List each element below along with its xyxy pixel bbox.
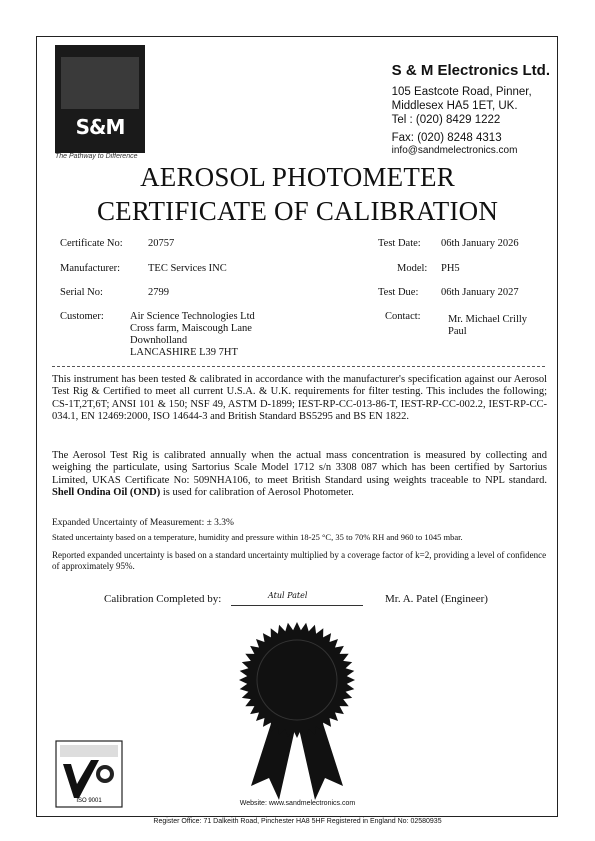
test-due-label: Test Due:: [378, 287, 419, 298]
divider: [52, 366, 545, 367]
customer-line-2: Cross farm, Maiscough Lane: [130, 323, 252, 334]
company-address-line-2: Middlesex HA5 1ET, UK.: [391, 100, 518, 112]
manufacturer-value: TEC Services INC: [148, 263, 227, 274]
company-logo: [55, 45, 145, 153]
contact-label: Contact:: [385, 311, 421, 322]
registered-office-footer: Register Office: 71 Dalkeith Road, Pinchester HA8 5HF Registered in England No: 02580935: [153, 818, 442, 825]
badge-text: ISO 9001: [76, 798, 102, 804]
contact-line-2: Paul: [448, 326, 467, 337]
test-date-value: 06th January 2026: [441, 238, 519, 249]
title-line-1: AEROSOL PHOTOMETER: [140, 162, 455, 192]
company-email: info@sandmelectronics.com: [391, 145, 518, 156]
customer-line-3: Downholland: [130, 335, 188, 346]
stated-uncertainty-text: Stated uncertainty based on a temperature, humidity and pressure within 18-25 °C, 35 to 70% RH and 960 to 1045 mbar.: [52, 532, 463, 542]
test-due-value: 06th January 2027: [441, 287, 519, 298]
calibration-oil: Shell Ondina Oil (OND): [52, 486, 161, 498]
company-header: [392, 62, 550, 156]
signature-label: Calibration Completed by:: [104, 593, 222, 605]
company-fax: Fax: (020) 8248 4313: [391, 132, 502, 144]
manufacturer-label: Manufacturer:: [60, 263, 121, 274]
test-date-label: Test Date:: [378, 238, 421, 249]
signature-mark: Atul Patel: [268, 591, 308, 600]
title-line-2: CERTIFICATE OF CALIBRATION: [96, 196, 499, 226]
customer-line-4: LANCASHIRE L39 7HT: [130, 347, 238, 358]
serial-value: 2799: [148, 287, 169, 298]
company-tel: Tel : (020) 8429 1222: [391, 114, 501, 126]
logo-tagline: The Pathway to Difference: [55, 153, 138, 160]
model-value: PH5: [441, 263, 460, 274]
engineer-name: Mr. A. Patel (Engineer): [385, 593, 488, 605]
signature-line: [231, 605, 363, 606]
uncertainty-text: Expanded Uncertainty of Measurement: ± 3.3%: [52, 518, 234, 528]
serial-label: Serial No:: [60, 287, 103, 298]
iso-certification-badge-icon: [55, 740, 123, 808]
model-label: Model:: [397, 263, 428, 274]
certificate-label: Certificate No:: [60, 238, 123, 249]
customer-line-1: Air Science Technologies Ltd: [130, 311, 255, 322]
logo-text: S&M: [75, 115, 125, 139]
company-name: S & M Electronics Ltd.: [391, 62, 550, 79]
compliance-paragraph: This instrument has been tested & calibrated in accordance with the manufacturer's specification against our Aerosol Test Rig & Certified to meet all current U.S.A. & U.K. requirements for filter testing. This includes the following; CS-1T,2T,6T; ANSI 101 & 150; NSF 49, ASTM D-1899; IEST-RP-CC-013-86-T, IEST-RP-CC-002.2, IEST-RP-CC-034.1, EN 12469:2000, ISO 14644-3 and British Standard BS5295 and BS EN 1822.: [52, 374, 547, 422]
calibration-paragraph: The Aerosol Test Rig is calibrated annually when the actual mass concentration is measured by collecting and weighing the particulate, using Sartorius Scale Model 1712 s/n 3308 087 which has been certified by Sartorius Limited, UKAS Certificate No: 509NHA106, to meet British Standard using weights traceable to NPL standard. Shell Ondina Oil (OND) is used for calibration of Aerosol Photometer.: [52, 450, 547, 498]
website-footer: Website: www.sandmelectronics.com: [239, 800, 356, 807]
contact-line-1: Mr. Michael Crilly: [448, 314, 528, 325]
reported-uncertainty-text: Reported expanded uncertainty is based on a standard uncertainty multiplied by a coverage factor of k=2, providing a level of confidence of approximately 95%.: [52, 550, 547, 571]
certificate-value: 20757: [148, 238, 175, 249]
company-address-line-1: 105 Eastcote Road, Pinner,: [391, 86, 532, 98]
customer-label: Customer:: [60, 311, 104, 322]
seal-icon: [217, 610, 377, 810]
